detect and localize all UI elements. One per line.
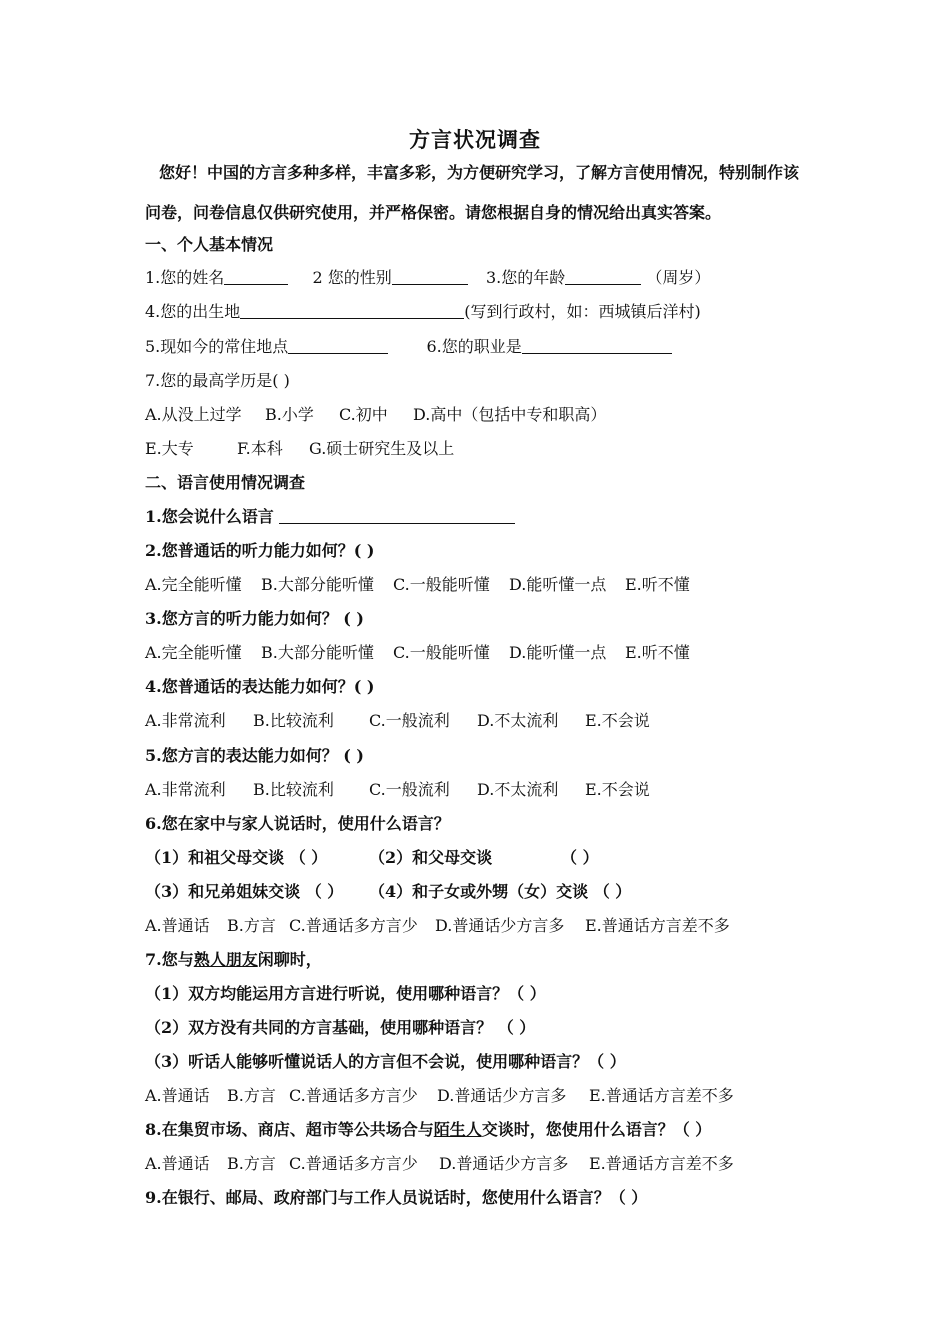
option-b[interactable]: B.大部分能听懂 [261, 643, 374, 662]
intro-line-2: 问卷，问卷信息仅供研究使用，并严格保密。请您根据自身的情况给出真实答案。 [145, 203, 722, 222]
s2-q1-label: 1.您会说什么语言 [145, 507, 274, 526]
option-a[interactable]: A.完全能听懂 [145, 575, 242, 594]
age-field[interactable] [565, 268, 641, 285]
option-e[interactable]: E.不会说 [585, 711, 650, 730]
s1-row-1 [145, 267, 710, 289]
option-c[interactable]: C.一般能听懂 [393, 575, 490, 594]
section-2-heading: 二、语言使用情况调查 [145, 473, 306, 492]
option-c[interactable]: C.普通话多方言少 [289, 1154, 418, 1173]
s1-q7-options-row-2 [145, 438, 454, 460]
option-b[interactable]: B.方言 [227, 1154, 276, 1173]
option-c[interactable]: C.普通话多方言少 [289, 916, 418, 935]
s1-row-3 [145, 336, 672, 358]
s2-q5-options [145, 779, 650, 801]
s2-q7-prefix: 7.您与 [145, 950, 194, 969]
s2-q7-options [145, 1085, 734, 1107]
s2-q6-sub-3: （3）和兄弟姐妹交谈 （ ） [145, 882, 344, 901]
s2-q5: 5.您方言的表达能力如何？ ( ) [145, 746, 364, 765]
option-a[interactable]: A.从没上过学 [145, 405, 242, 424]
s2-q2-options [145, 574, 690, 596]
intro-line-1: 您好！中国的方言多种多样，丰富多彩，为方便研究学习，了解方言使用情况，特别制作该 [159, 163, 800, 182]
s2-q8-underlined: 陌生人 [433, 1120, 482, 1139]
option-f[interactable]: F.本科 [237, 439, 283, 458]
s2-q6-sub-row-2 [145, 881, 631, 903]
option-c[interactable]: C.一般流利 [369, 780, 450, 799]
languages-field[interactable] [279, 507, 515, 524]
s2-q8-suffix: 交谈时，您使用什么语言？（ ） [481, 1120, 712, 1139]
s1-q4-suffix: (写到行政村，如：西城镇后洋村) [464, 302, 701, 321]
s2-q7 [145, 949, 322, 971]
s2-q7-sub-2: （2）双方没有共同的方言基础，使用哪种语言？ （ ） [145, 1018, 536, 1037]
s1-q1-label: 1.您的姓名 [145, 268, 225, 287]
s2-q6-sub-4: （4）和子女或外甥（女）交谈 （ ） [369, 882, 632, 901]
option-a[interactable]: A.完全能听懂 [145, 643, 242, 662]
s2-q7-sub-3: （3）听话人能够听懂说话人的方言但不会说，使用哪种语言？（ ） [145, 1052, 626, 1071]
s1-row-2 [145, 301, 701, 323]
s2-q8-prefix: 8.在集贸市场、商店、超市等公共场合与 [145, 1120, 434, 1139]
option-d[interactable]: D.不太流利 [477, 780, 559, 799]
option-a[interactable]: A.非常流利 [145, 711, 226, 730]
option-d[interactable]: D.普通话少方言多 [439, 1154, 569, 1173]
option-e[interactable]: E.普通话方言差不多 [589, 1154, 734, 1173]
s1-q6-label: 6.您的职业是 [426, 337, 522, 356]
s2-q6-sub-2-answer[interactable]: （ ） [561, 848, 599, 867]
option-a[interactable]: A.非常流利 [145, 780, 226, 799]
s2-q6-sub-row-1 [145, 847, 599, 869]
s1-q7: 7.您的最高学历是( ) [145, 371, 290, 390]
occupation-field[interactable] [522, 337, 672, 354]
section-1-heading: 一、个人基本情况 [145, 235, 274, 254]
option-c[interactable]: C.普通话多方言少 [289, 1086, 418, 1105]
option-c[interactable]: C.初中 [339, 405, 388, 424]
birthplace-field[interactable] [240, 302, 464, 319]
s1-q3-label: 3.您的年龄 [485, 268, 566, 287]
s2-q4: 4.您普通话的表达能力如何？( ) [145, 677, 375, 696]
s2-q6-sub-2: （2）和父母交谈 [369, 848, 493, 867]
option-e[interactable]: E.普通话方言差不多 [589, 1086, 734, 1105]
option-d[interactable]: D.普通话少方言多 [437, 1086, 567, 1105]
option-d[interactable]: D.能听懂一点 [509, 643, 607, 662]
option-d[interactable]: D.高中（包括中专和职高） [413, 405, 607, 424]
option-b[interactable]: B.比较流利 [253, 780, 334, 799]
option-e[interactable]: E.听不懂 [625, 575, 690, 594]
option-b[interactable]: B.大部分能听懂 [261, 575, 374, 594]
option-e[interactable]: E.普通话方言差不多 [585, 916, 730, 935]
option-a[interactable]: A.普通话 [145, 1086, 210, 1105]
residence-field[interactable] [288, 337, 388, 354]
option-c[interactable]: C.一般能听懂 [393, 643, 490, 662]
option-b[interactable]: B.小学 [265, 405, 314, 424]
s2-q8 [145, 1119, 711, 1141]
option-c[interactable]: C.一般流利 [369, 711, 450, 730]
s2-q2: 2.您普通话的听力能力如何？( ) [145, 541, 375, 560]
option-e[interactable]: E.听不懂 [625, 643, 690, 662]
s2-q4-options [145, 710, 650, 732]
page-title: 方言状况调查 [409, 127, 541, 152]
option-g[interactable]: G.硕士研究生及以上 [309, 439, 455, 458]
option-b[interactable]: B.方言 [227, 1086, 276, 1105]
option-d[interactable]: D.能听懂一点 [509, 575, 607, 594]
option-d[interactable]: D.普通话少方言多 [435, 916, 565, 935]
option-a[interactable]: A.普通话 [145, 1154, 210, 1173]
s1-q5-label: 5.现如今的常住地点 [145, 337, 289, 356]
s2-q7-sub-1: （1）双方均能运用方言进行听说，使用哪种语言？（ ） [145, 984, 546, 1003]
s1-q7-options-row-1 [145, 404, 606, 426]
s2-q7-underlined: 熟人朋友 [193, 950, 258, 969]
s2-q7-suffix: 闲聊时， [257, 950, 322, 969]
s2-q6-options [145, 915, 730, 937]
s2-q6-sub-1: （1）和祖父母交谈 （ ） [145, 848, 328, 867]
s2-q1 [145, 506, 515, 528]
s1-q2-label: 2 您的性别 [312, 268, 392, 287]
option-b[interactable]: B.方言 [227, 916, 276, 935]
option-b[interactable]: B.比较流利 [253, 711, 334, 730]
option-e[interactable]: E.大专 [145, 439, 194, 458]
s2-q8-options [145, 1153, 734, 1175]
s2-q3: 3.您方言的听力能力如何？ ( ) [145, 609, 364, 628]
option-a[interactable]: A.普通话 [145, 916, 210, 935]
gender-field[interactable] [392, 268, 468, 285]
option-e[interactable]: E.不会说 [585, 780, 650, 799]
name-field[interactable] [224, 268, 288, 285]
option-d[interactable]: D.不太流利 [477, 711, 559, 730]
s1-q3-suffix: （周岁） [646, 268, 711, 287]
s2-q9: 9.在银行、邮局、政府部门与工作人员说话时，您使用什么语言？（ ） [145, 1188, 648, 1207]
s2-q3-options [145, 642, 690, 664]
s1-q4-label: 4.您的出生地 [145, 302, 241, 321]
s2-q6: 6.您在家中与家人说话时，使用什么语言？ [145, 814, 450, 833]
